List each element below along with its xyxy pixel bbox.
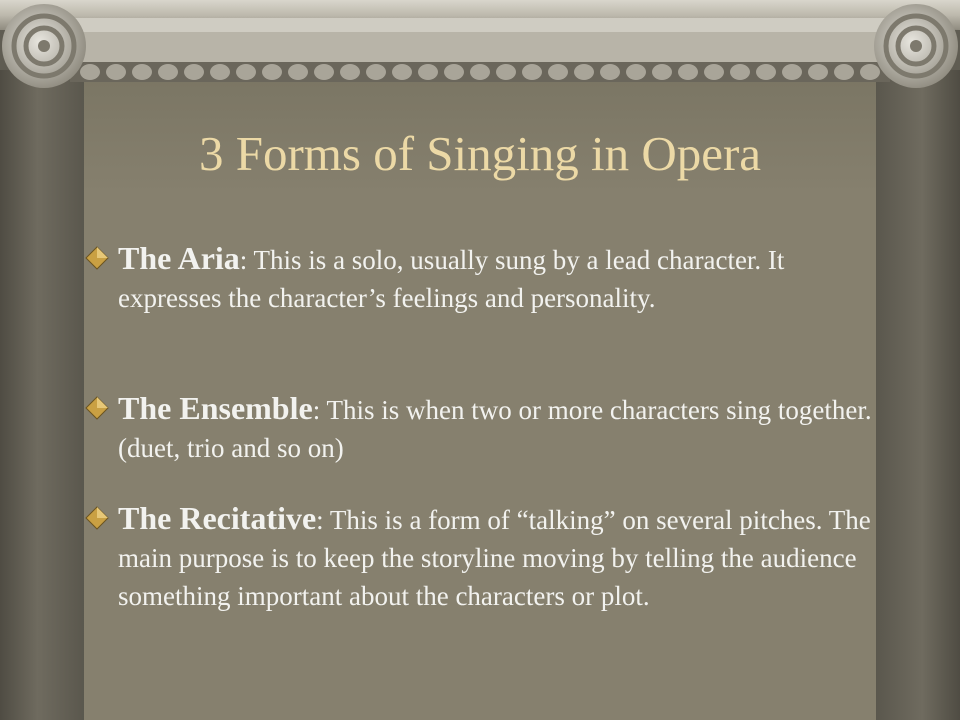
bullet-separator: : T (239, 245, 271, 275)
bullet-term: The Recitative (118, 500, 317, 536)
bullet-term: The Ensemble (118, 390, 313, 426)
bullet-text: This is a form of “talking” on several pitches. The main purpose is to keep the storyline moving by telling the audience something important about the characters or plot. (118, 505, 871, 611)
list-item (118, 499, 878, 615)
bullet-separator: : (312, 395, 321, 425)
diamond-bullet-icon (84, 395, 110, 421)
list-item (118, 239, 878, 317)
slide-title: 3 Forms of Singing in Opera (198, 126, 762, 181)
diamond-bullet-icon (84, 505, 110, 531)
list-item (118, 389, 878, 467)
bullet-text: his is a solo, usually sung by a lead character. It expresses the character’s feelings and personality. (118, 245, 785, 313)
bullet-text: This is when two or more characters sing together. (duet, trio and so on) (118, 395, 872, 463)
bullet-separator: : (316, 505, 324, 535)
bullet-term: The Aria (118, 240, 240, 276)
diamond-bullet-icon (84, 245, 110, 271)
